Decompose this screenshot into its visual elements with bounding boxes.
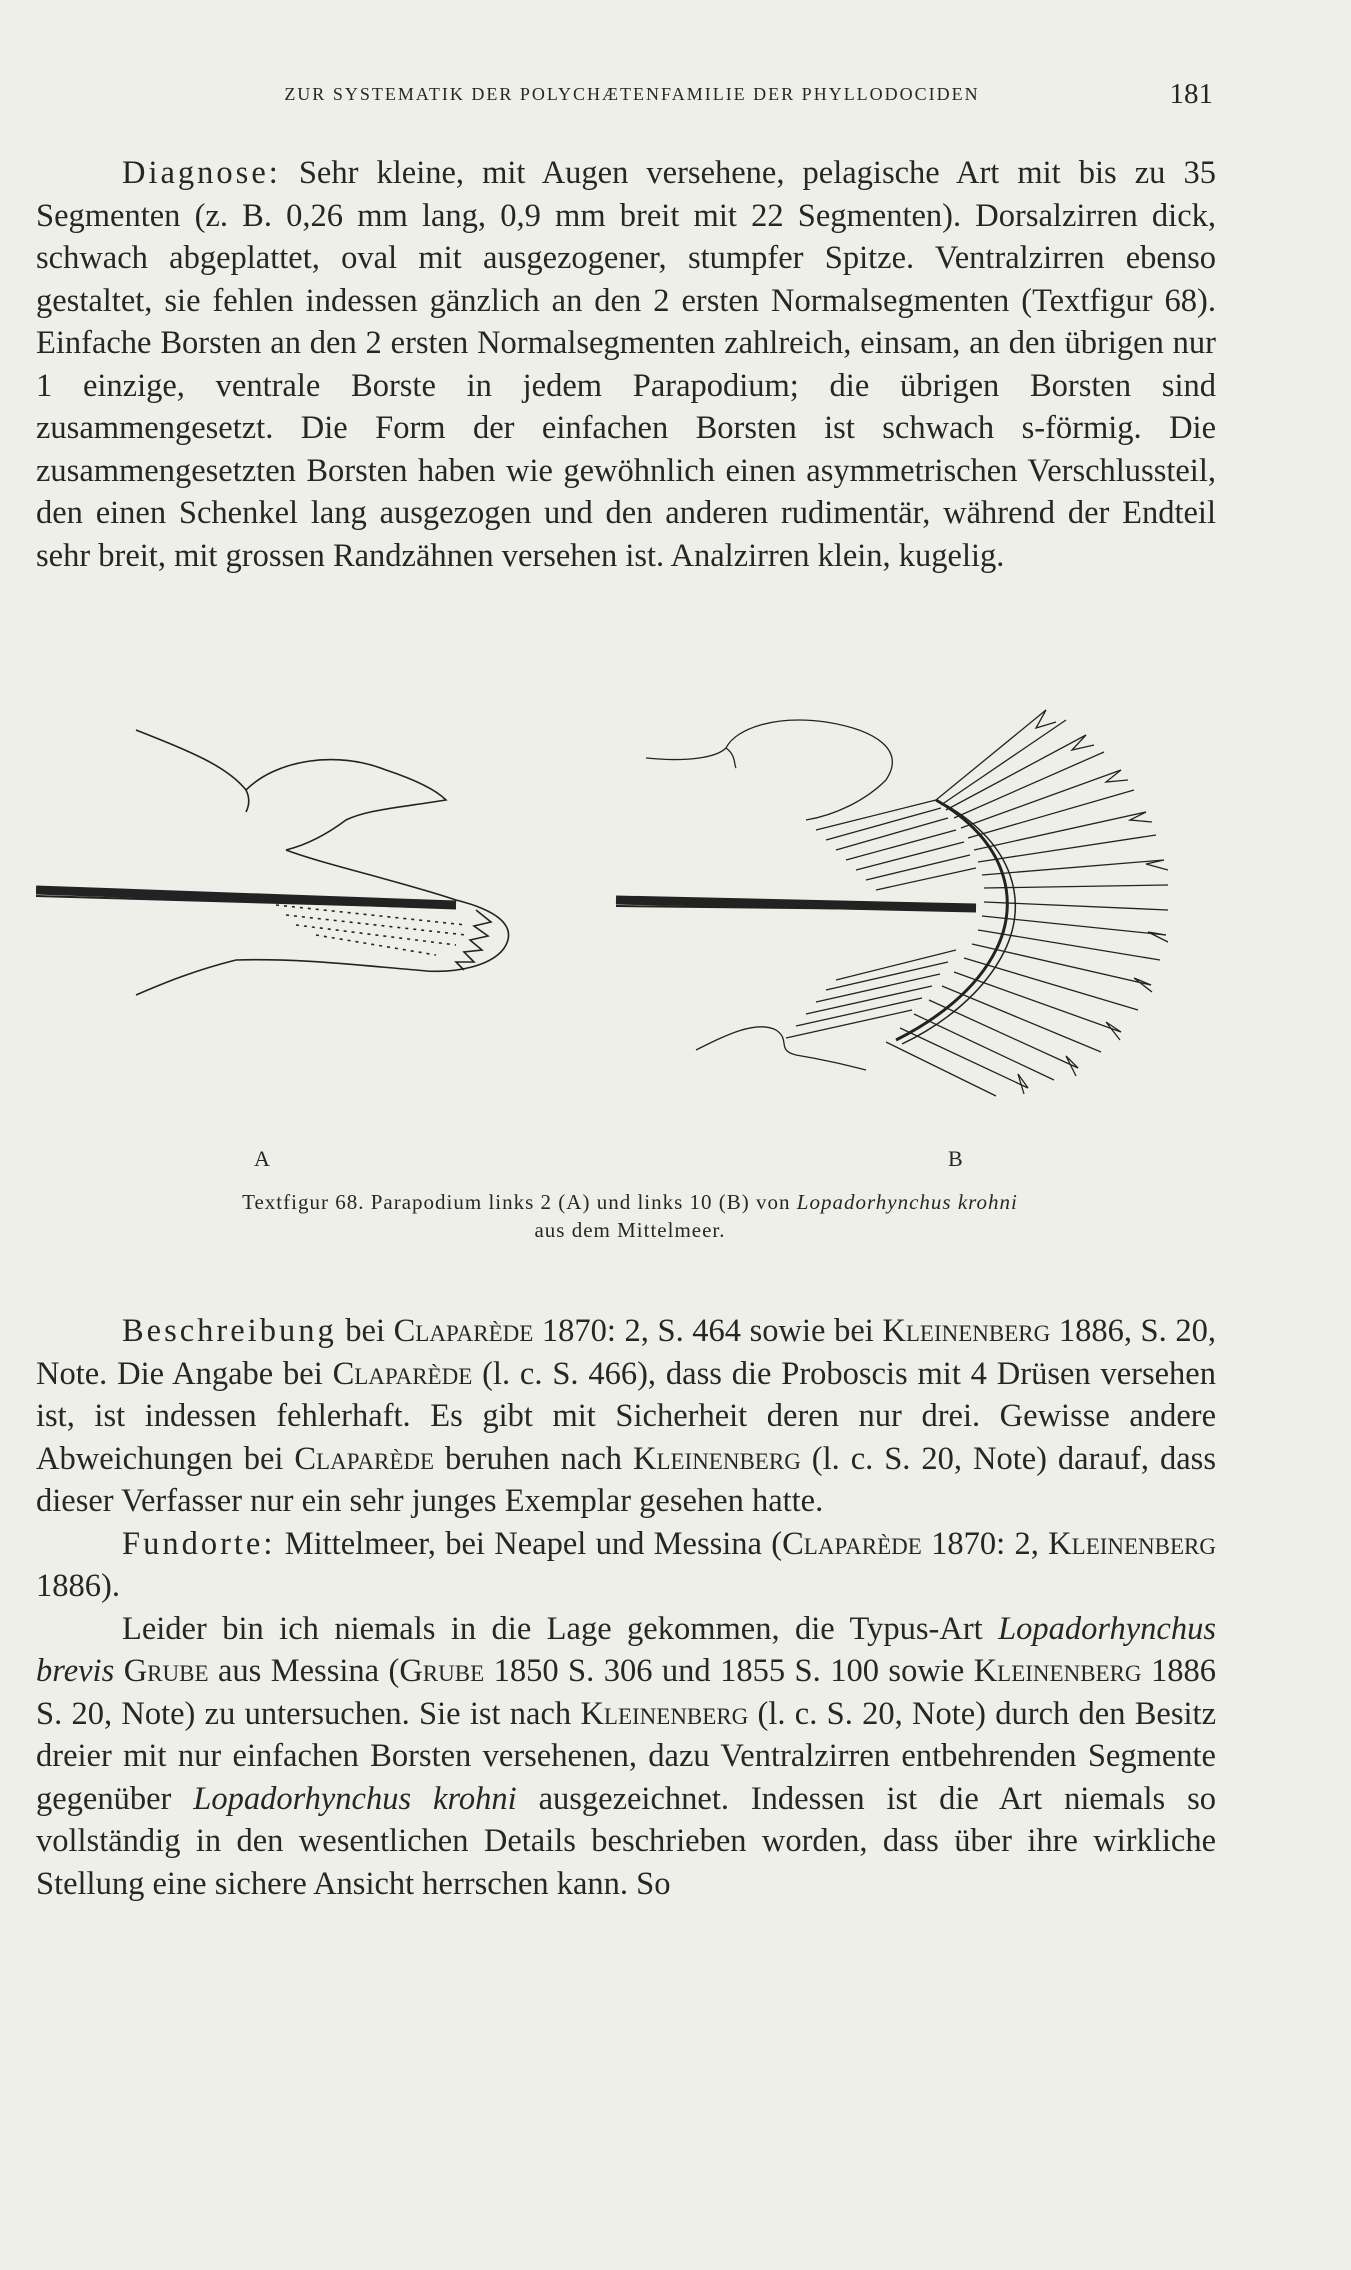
author-name: Claparède: [294, 1440, 435, 1477]
text-run: 1870: 2, S. 464 sowie bei: [533, 1313, 883, 1349]
caption-line-2: aus dem Mittelmeer.: [534, 1218, 726, 1242]
author-name: Grube: [123, 1653, 209, 1689]
text-run: 1886, S. 20, Note. Die Angabe bei: [36, 1313, 1216, 1392]
text-run: beruhen nach: [434, 1440, 633, 1477]
text-run: bei: [336, 1313, 394, 1349]
author-name: Kleinenberg: [632, 1440, 801, 1477]
author-name: Kleinenberg: [882, 1313, 1051, 1349]
author-name: Claparède: [332, 1355, 473, 1392]
text-run: Leider bin ich niemals in die Lage gekommen, die Typus-Art: [122, 1610, 999, 1647]
figure-68: [36, 690, 1236, 1171]
parapodium-a-drawing: [36, 730, 509, 995]
text-run: (l. c. S. 20, Note) darauf, dass dieser Verfasser nur ein sehr junges Exemplar gesehen hatte.: [36, 1440, 1216, 1519]
beschreibung-paragraph: [36, 1310, 1216, 1523]
author-name: Claparède: [782, 1525, 922, 1562]
fundorte-paragraph: [36, 1523, 1216, 1608]
text-run: aus Messina (: [208, 1653, 400, 1689]
caption-line-1: [80, 1188, 1180, 1216]
text-run: 1886 S. 20, Note) zu untersuchen. Sie ist nach: [36, 1653, 1216, 1732]
author-name: Claparède: [393, 1313, 534, 1349]
text-run: ausgezeichnet. Indessen ist die Art niemals so vollständig in den wesentlichen Details beschrieben worden, dass über ihre wirkliche Stellung eine sichere Ansicht herrschen kann. So: [36, 1780, 1216, 1902]
caption-prefix: Textfigur 68. Parapodium links 2 (A) und links 10 (B) von: [242, 1190, 791, 1214]
figure-label-a: A: [254, 1146, 270, 1171]
diagnose-label: Diagnose:: [122, 155, 281, 191]
species-name: Lopadorhynchus krohni: [193, 1780, 517, 1817]
text-run: (l. c. S. 20, Note) durch den Besitz dreier mit nur einfachen Borsten versehenen, dazu Ventralzirren entbehrenden Segmente gegenüber: [36, 1695, 1216, 1817]
page-number: 181: [1169, 78, 1213, 110]
beschreibung-label: Beschreibung: [122, 1313, 337, 1349]
author-name: Kleinenberg: [973, 1653, 1142, 1689]
author-name: Grube: [399, 1653, 485, 1689]
text-run: [114, 1653, 123, 1689]
text-run: (l. c. S. 466), dass die Proboscis mit 4 Drüsen versehen ist, ist indessen fehlerhaft. Es gibt mit Sicherheit deren nur drei. Gewisse andere Abweichungen bei: [36, 1355, 1216, 1477]
figure-label-b: B: [948, 1146, 963, 1171]
author-name: Kleinenberg: [580, 1695, 749, 1732]
parapodium-illustration: [36, 690, 1236, 1160]
diagnose-paragraph: [36, 152, 1216, 577]
text-run: 1850 S. 306 und 1855 S. 100 sowie: [484, 1653, 974, 1689]
text-run: 1870: 2,: [921, 1525, 1049, 1562]
text-run: 1886).: [36, 1568, 120, 1604]
author-name: Kleinenberg: [1048, 1525, 1217, 1562]
leider-paragraph: [36, 1608, 1216, 1906]
running-title: ZUR SYSTEMATIK DER POLYCHÆTENFAMILIE DER PHYLLODOCIDEN: [284, 84, 980, 104]
main-text: [36, 1310, 1216, 1905]
species-name: Lopadorhynchus brevis: [36, 1610, 1216, 1689]
figure-caption: [80, 1188, 1180, 1244]
diagnose-section: [36, 152, 1216, 577]
caption-species: Lopadorhynchus krohni: [796, 1190, 1018, 1214]
text-run: Mittelmeer, bei Neapel und Messina (: [275, 1525, 783, 1562]
fundorte-label: Fundorte:: [122, 1525, 276, 1562]
diagnose-text: Sehr kleine, mit Augen versehene, pelagische Art mit bis zu 35 Segmenten (z. B. 0,26 mm lang, 0,9 mm breit mit 22 Segmenten). Dorsalzirren dick, schwach abgeplattet, oval mit ausgezogener, stumpfer Spitze. Ventralzirren ebenso gestaltet, sie fehlen indessen gänzlich an den 2 ersten Normalsegmenten (Textfigur 68). Einfache Borsten an den 2 ersten Normalsegmenten zahlreich, einsam, an den übrigen nur 1 einzige, ventrale Borste in jedem Parapodium; die übrigen Borsten sind zusammengesetzt. Die Form der einfachen Borsten ist schwach s-förmig. Die zusammengesetzten Borsten haben wie gewöhnlich einen asymmetrischen Verschlussteil, den einen Schenkel lang ausgezogen und den anderen rudimentär, während der Endteil sehr breit, mit grossen Randzähnen versehen ist. Analzirren klein, kugelig.: [36, 155, 1216, 574]
parapodium-b-drawing: [616, 710, 1168, 1096]
